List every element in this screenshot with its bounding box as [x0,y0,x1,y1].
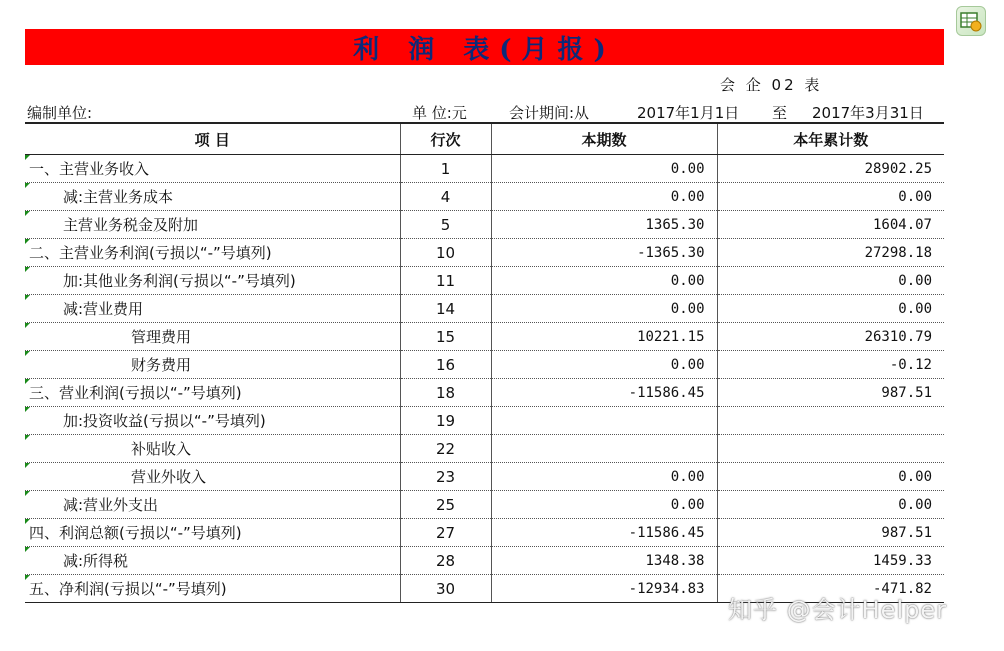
cell-year-to-date[interactable] [717,407,944,435]
cell-item[interactable] [25,491,400,519]
cell-year-to-date[interactable]: 0.00 [717,267,944,295]
item-label: 减:所得税 [63,552,129,570]
comment-marker-icon [25,407,30,412]
cell-line-no[interactable]: 16 [400,351,491,379]
cell-current-period[interactable]: 1365.30 [491,211,717,239]
cell-item[interactable] [25,211,400,239]
cell-line-no[interactable]: 25 [400,491,491,519]
cell-line-no[interactable]: 14 [400,295,491,323]
item-label: 加:其他业务利润(亏损以“-”号填列) [63,272,296,290]
cell-current-period[interactable]: 1348.38 [491,547,717,575]
watermark: 知乎 @会计Helper [728,596,947,624]
cell-line-no[interactable]: 11 [400,267,491,295]
period-end-date: 2017年3月31日 [812,104,924,122]
comment-marker-icon [25,435,30,440]
cell-item[interactable] [25,407,400,435]
item-label: 减:主营业务成本 [63,188,174,206]
item-label: 五、净利润(亏损以“-”号填列) [29,580,227,598]
cell-year-to-date[interactable]: 0.00 [717,463,944,491]
cell-year-to-date[interactable]: 28902.25 [717,155,944,183]
table-row [25,295,944,323]
cell-line-no[interactable]: 18 [400,379,491,407]
cell-line-no[interactable]: 1 [400,155,491,183]
item-label: 加:投资收益(亏损以“-”号填列) [63,412,266,430]
cell-item[interactable] [25,519,400,547]
cell-item[interactable] [25,323,400,351]
cell-year-to-date[interactable]: 1459.33 [717,547,944,575]
cell-year-to-date[interactable]: 0.00 [717,491,944,519]
cell-year-to-date[interactable]: -471.82 [717,575,944,603]
cell-line-no[interactable]: 15 [400,323,491,351]
table-row [25,239,944,267]
comment-marker-icon [25,491,30,496]
cell-current-period[interactable]: -11586.45 [491,519,717,547]
cell-current-period[interactable]: 0.00 [491,155,717,183]
cell-year-to-date[interactable]: 26310.79 [717,323,944,351]
spreadsheet-app-icon[interactable] [956,6,986,36]
sheet-code: 会 企 02 表 [720,76,823,94]
cell-line-no[interactable]: 30 [400,575,491,603]
comment-marker-icon [25,463,30,468]
table-row [25,267,944,295]
cell-year-to-date[interactable]: 1604.07 [717,211,944,239]
table-row [25,379,944,407]
report-title: 利 润 表(月报) [353,34,616,65]
cell-line-no[interactable]: 28 [400,547,491,575]
comment-marker-icon [25,267,30,272]
cell-current-period[interactable] [491,435,717,463]
comment-marker-icon [25,239,30,244]
cell-year-to-date[interactable]: 0.00 [717,295,944,323]
item-label: 管理费用 [131,328,192,346]
item-label: 补贴收入 [131,440,192,458]
cell-item[interactable] [25,575,400,603]
table-row [25,491,944,519]
period-to-label: 至 [772,104,788,122]
table-row [25,323,944,351]
comment-marker-icon [25,575,30,580]
table-row [25,155,944,183]
item-label: 二、主营业务利润(亏损以“-”号填列) [29,244,272,262]
header-current-period[interactable]: 本期数 [491,123,717,155]
item-label: 减:营业外支出 [63,496,159,514]
item-label: 营业外收入 [131,468,207,486]
table-row [25,211,944,239]
cell-current-period[interactable]: 0.00 [491,351,717,379]
cell-year-to-date[interactable]: 0.00 [717,183,944,211]
cell-line-no[interactable]: 19 [400,407,491,435]
table-row [25,183,944,211]
cell-line-no[interactable]: 4 [400,183,491,211]
cell-current-period[interactable]: 0.00 [491,183,717,211]
cell-item[interactable] [25,463,400,491]
item-label: 一、主营业务收入 [29,160,150,178]
table-row [25,351,944,379]
cell-item[interactable] [25,351,400,379]
comment-marker-icon [25,323,30,328]
header-item[interactable]: 项 目 [25,123,400,155]
cell-current-period[interactable]: -11586.45 [491,379,717,407]
cell-current-period[interactable]: 0.00 [491,491,717,519]
comment-marker-icon [25,295,30,300]
cell-year-to-date[interactable]: 987.51 [717,519,944,547]
income-statement-table [25,122,944,603]
comment-marker-icon [25,379,30,384]
cell-line-no[interactable]: 23 [400,463,491,491]
item-label: 减:营业费用 [63,300,144,318]
period-start-date: 2017年1月1日 [637,104,740,122]
report-title-bar [25,29,944,65]
cell-year-to-date[interactable]: 27298.18 [717,239,944,267]
cell-item[interactable] [25,547,400,575]
cell-current-period[interactable]: 10221.15 [491,323,717,351]
cell-line-no[interactable]: 27 [400,519,491,547]
table-row [25,463,944,491]
table-row [25,519,944,547]
cell-year-to-date[interactable]: -0.12 [717,351,944,379]
cell-year-to-date[interactable] [717,435,944,463]
item-label: 主营业务税金及附加 [63,216,199,234]
cell-item[interactable] [25,239,400,267]
item-label: 三、营业利润(亏损以“-”号填列) [29,384,242,402]
cell-item[interactable] [25,435,400,463]
currency-unit: 单 位:元 [412,104,467,122]
cell-current-period[interactable]: 0.00 [491,295,717,323]
comment-marker-icon [25,519,30,524]
cell-current-period[interactable]: 0.00 [491,267,717,295]
table-header-row [25,123,944,155]
cell-item[interactable] [25,183,400,211]
cell-item[interactable] [25,155,400,183]
cell-current-period[interactable]: -12934.83 [491,575,717,603]
cell-line-no[interactable]: 10 [400,239,491,267]
cell-current-period[interactable]: 0.00 [491,463,717,491]
cell-current-period[interactable]: -1365.30 [491,239,717,267]
comment-marker-icon [25,547,30,552]
comment-marker-icon [25,155,30,160]
header-line-no[interactable]: 行次 [400,123,491,155]
comment-marker-icon [25,183,30,188]
cell-current-period[interactable] [491,407,717,435]
report-meta-row [27,102,944,122]
cell-item[interactable] [25,267,400,295]
comment-marker-icon [25,351,30,356]
table-row [25,435,944,463]
cell-item[interactable] [25,295,400,323]
item-label: 四、利润总额(亏损以“-”号填列) [29,524,242,542]
item-label: 财务费用 [131,356,192,374]
cell-line-no[interactable]: 5 [400,211,491,239]
header-year-to-date[interactable]: 本年累计数 [717,123,944,155]
period-label: 会计期间:从 [509,104,590,122]
comment-marker-icon [25,211,30,216]
reporting-unit-label: 编制单位: [27,104,93,122]
table-row [25,547,944,575]
table-row [25,407,944,435]
cell-item[interactable] [25,379,400,407]
cell-line-no[interactable]: 22 [400,435,491,463]
cell-year-to-date[interactable]: 987.51 [717,379,944,407]
